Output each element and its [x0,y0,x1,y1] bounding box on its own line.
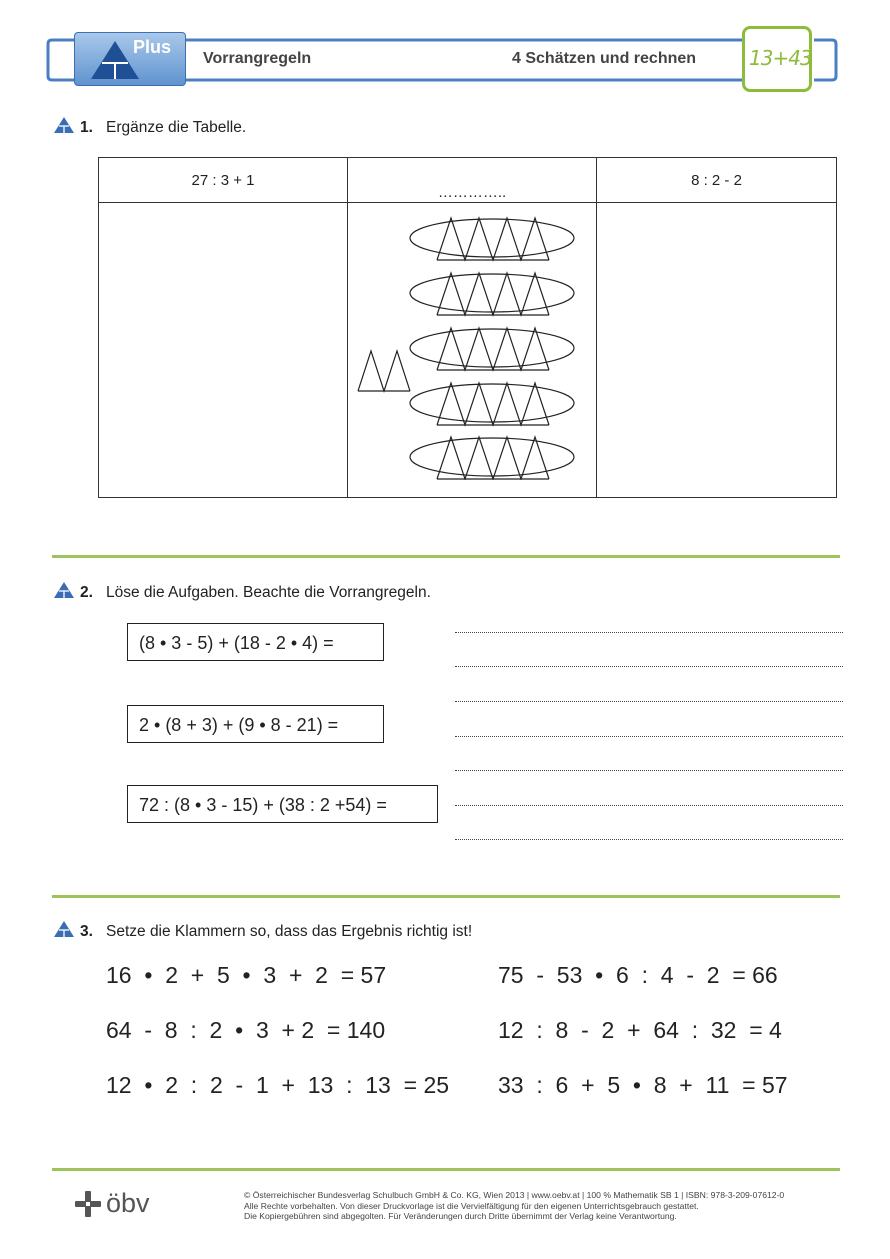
task-level-icon [53,116,75,134]
copyright-line: Alle Rechte vorbehalten. Von dieser Druckvorlage ist die Vervielfältigung für den eigenen Unterrichtsgebrauch gestattet. [244,1200,699,1211]
answer-line[interactable] [455,631,843,633]
task-number: 1. [80,119,93,136]
bracket-equation: 12 : 8 - 2 + 64 : 32 = 4 [498,1017,782,1043]
bracket-equation: 75 - 53 • 6 : 4 - 2 = 66 [498,962,778,988]
bracket-equation: 16 • 2 + 5 • 3 + 2 = 57 [106,962,387,988]
task-level-icon [53,920,75,938]
chapter-badge [742,26,812,92]
answer-line[interactable] [455,804,843,806]
triangle-groups-illustration [355,215,580,480]
task-level-icon [53,581,75,599]
task-instruction: Ergänze die Tabelle. [106,119,247,136]
chapter-title: 4 Schätzen und rechnen [512,50,697,67]
answer-line[interactable] [455,700,843,702]
section-divider [52,1168,840,1171]
publisher-logo-text: öbv [106,1188,150,1218]
plus-logo [74,32,186,86]
table-header-cell: 27 : 3 + 1 [191,172,255,189]
answer-line[interactable] [455,838,843,840]
expression-box: 72 : (8 • 3 - 15) + (38 : 2 +54) = [127,785,438,823]
copyright-notice [244,1190,844,1222]
badge-text: 13+43 [749,46,812,70]
table-header-divider [99,202,836,203]
section-divider [52,895,840,898]
bracket-equation: 33 : 6 + 5 • 8 + 11 = 57 [498,1072,788,1098]
answer-line[interactable] [455,769,843,771]
task-instruction: Setze die Klammern so, dass das Ergebnis richtig ist! [106,923,473,940]
table-header-cell: 8 : 2 - 2 [691,172,742,189]
table-header-cell: ………….. [437,184,507,201]
bracket-equation: 64 - 8 : 2 • 3 + 2 = 140 [106,1017,386,1043]
table-col-divider [347,158,348,497]
publisher-logo-icon [74,1190,102,1218]
answer-line[interactable] [455,735,843,737]
task-number: 3. [80,923,93,940]
topic-title: Vorrangregeln [203,50,312,67]
task-number: 2. [80,584,93,601]
expression-box: (8 • 3 - 5) + (18 - 2 • 4) = [127,623,384,661]
answer-line[interactable] [455,665,843,667]
table-col-divider [596,158,597,497]
copyright-line: Die Kopiergebühren sind abgegolten. Für Veränderungen durch Dritte übernimmt der Verlag keine Verantwortung. [244,1211,677,1222]
expression-box: 2 • (8 + 3) + (9 • 8 - 21) = [127,705,384,743]
task-instruction: Löse die Aufgaben. Beachte die Vorrangregeln. [106,584,431,601]
section-divider [52,555,840,558]
copyright-line: © Österreichischer Bundesverlag Schulbuch GmbH & Co. KG, Wien 2013 | www.oebv.at | 100 % Mathematik SB 1 | ISBN: 978-3-209-07612-0 [244,1190,785,1200]
bracket-equation: 12 • 2 : 2 - 1 + 13 : 13 = 25 [106,1072,450,1098]
logo-text: Plus [133,37,172,57]
